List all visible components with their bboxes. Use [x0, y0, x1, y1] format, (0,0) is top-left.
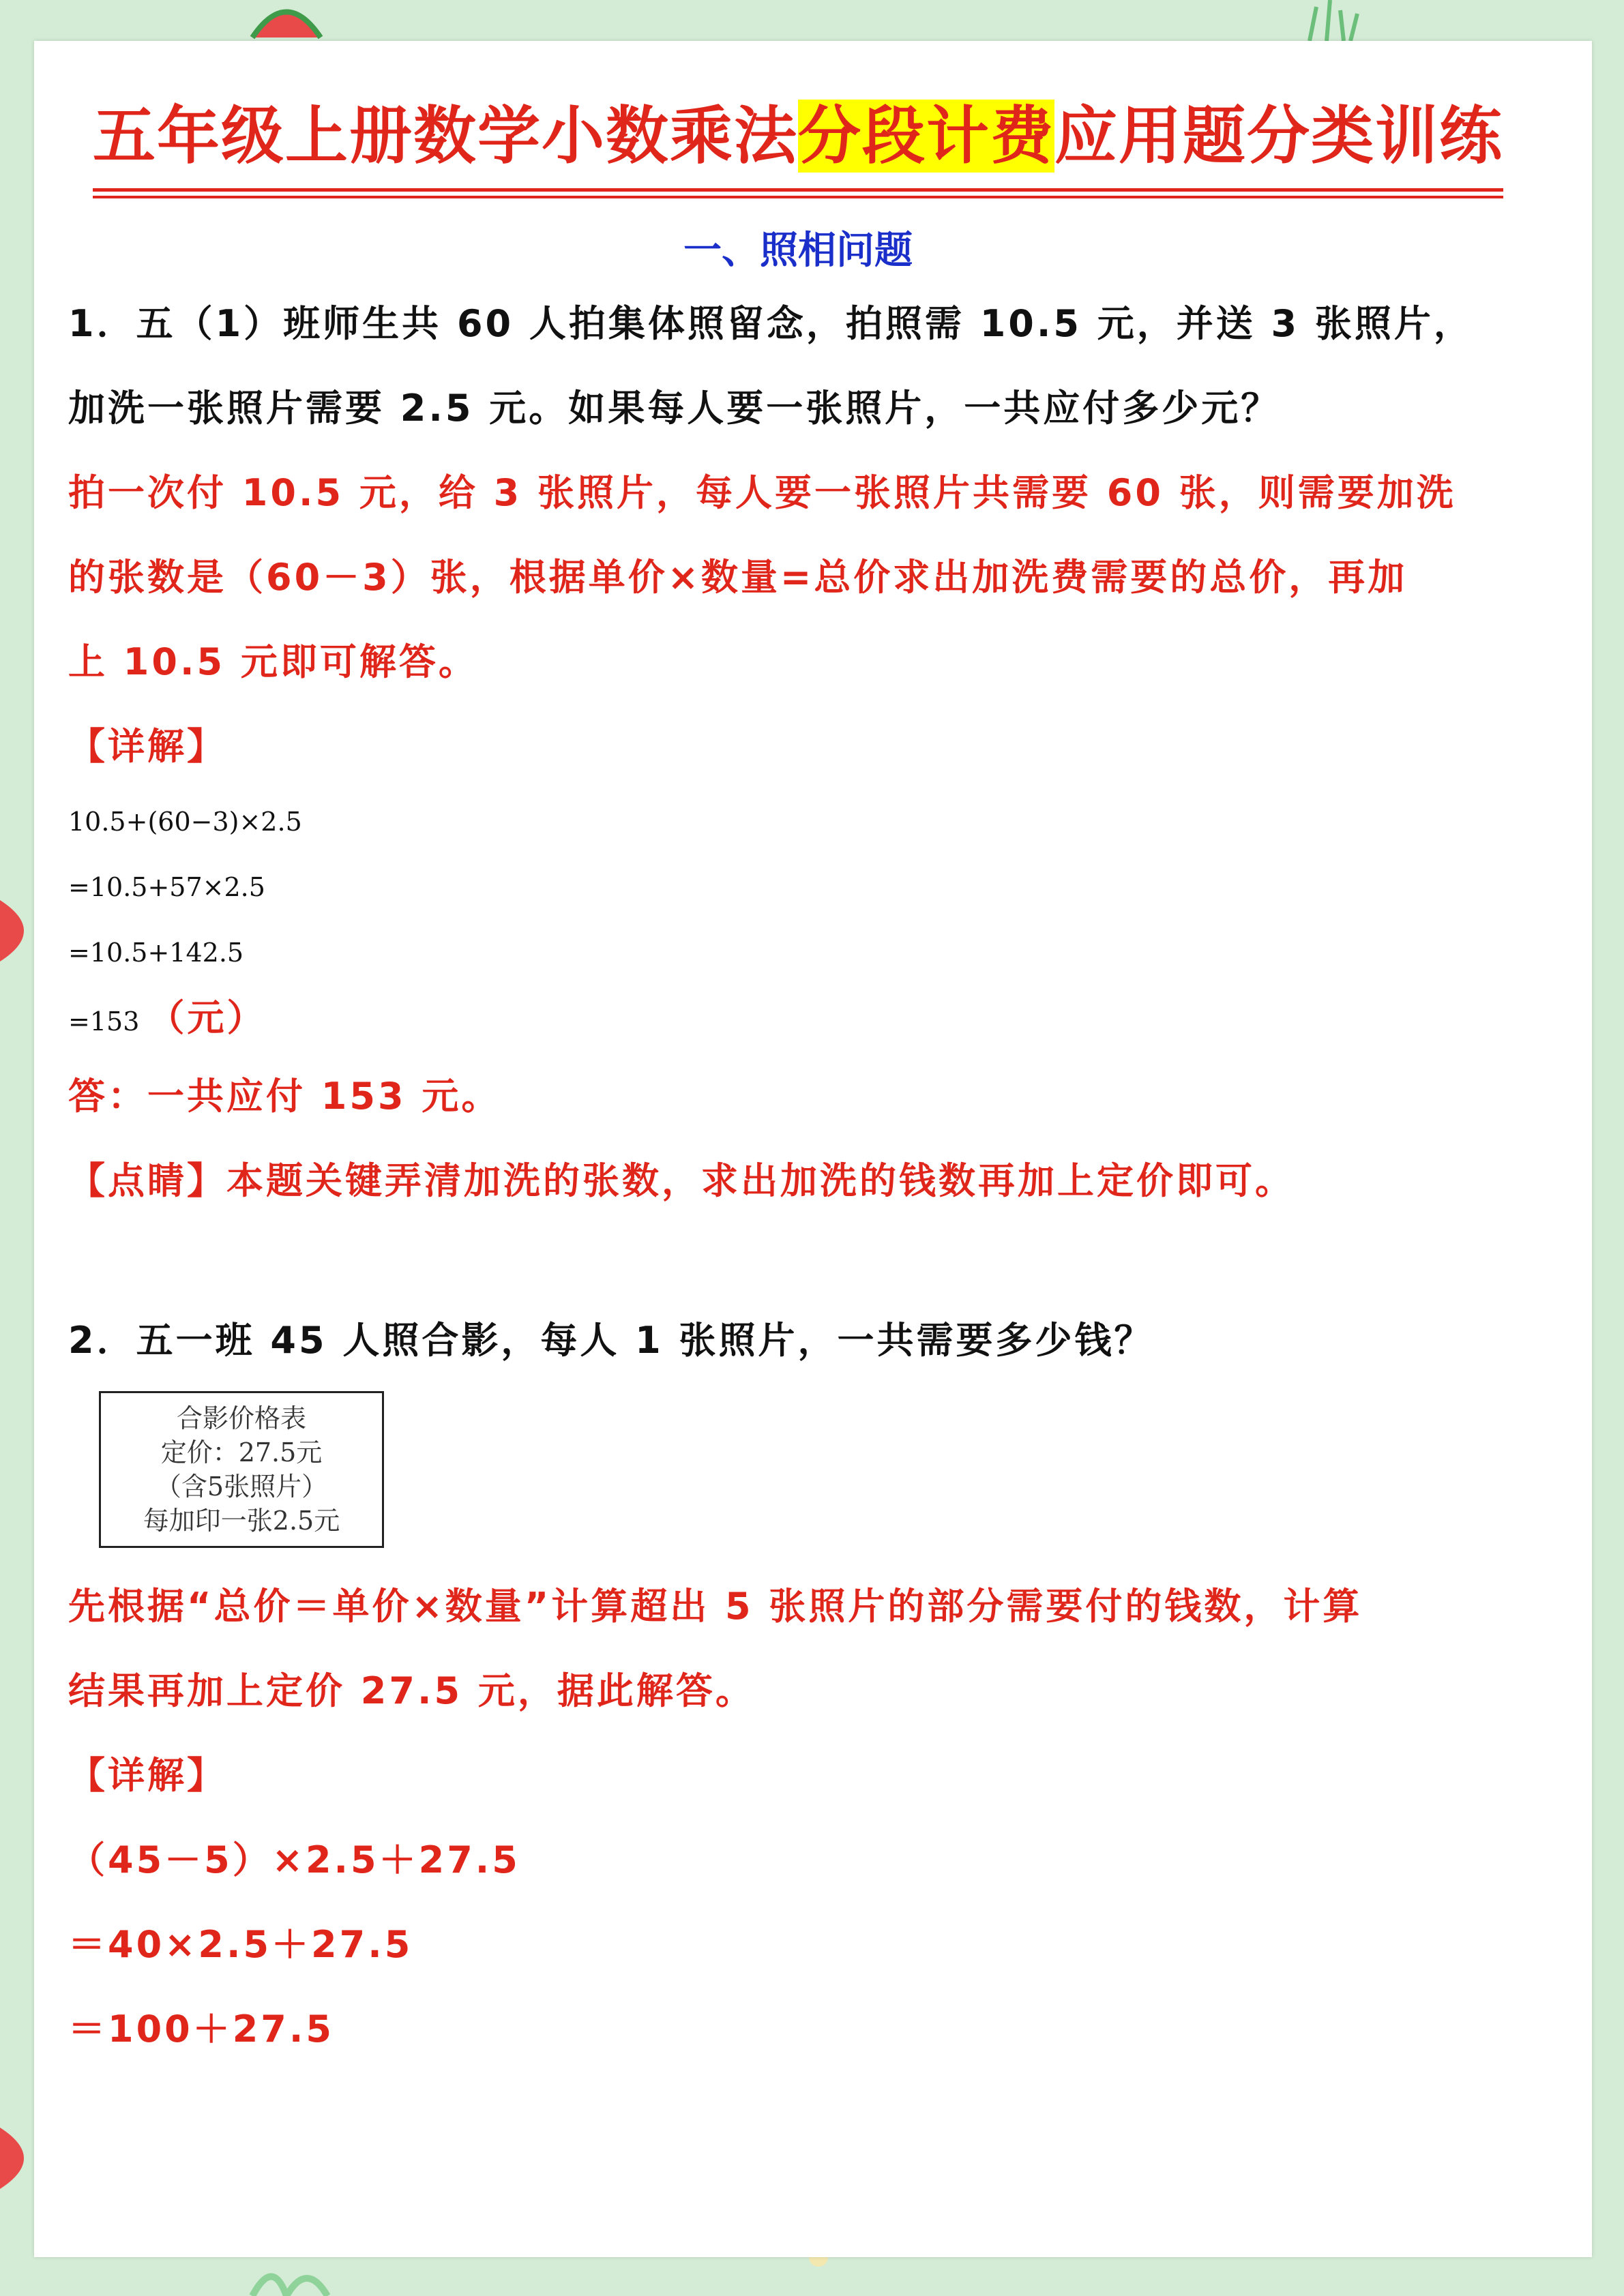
q2-text: 2．五一班 45 人照合影，每人 1 张照片，一共需要多少钱？: [68, 1319, 1154, 1362]
q1-analysis-line3: 上 10.5 元即可解答。: [68, 640, 478, 683]
document-content: [68, 89, 1528, 2072]
price-table-title: 合影价格表: [176, 1403, 306, 1433]
q1-tip: 【点睛】本题关键弄清加洗的张数，求出加洗的钱数再加上定价即可。: [68, 1159, 1295, 1202]
page-title: [68, 89, 1528, 192]
title-part2: 应用题分类训练: [1054, 100, 1504, 173]
price-table: [99, 1391, 384, 1548]
title-underline: [93, 89, 1503, 192]
q1-analysis-line2: 的张数是（60－3）张，根据单价×数量=总价求出加洗费需要的总价，再加: [68, 556, 1408, 599]
q1-analysis-line1: 拍一次付 10.5 元，给 3 张照片，每人要一张照片共需要 60 张，则需要加洗: [68, 471, 1456, 514]
q2-analysis-line2: 结果再加上定价 27.5 元，据此解答。: [68, 1669, 755, 1712]
q2-calc-step3: ＝100＋27.5: [68, 2008, 334, 2051]
q1-text-line1: 1．五（1）班师生共 60 人拍集体照留念，拍照需 10.5 元，并送 3 张照片，: [68, 302, 1473, 345]
q2-detail-label: 【详解】: [68, 1754, 226, 1797]
q1-calc-step2: =10.5+57×2.5: [68, 872, 265, 902]
spacer: [68, 1223, 1528, 1298]
watermelon-slice-icon: [246, 0, 327, 41]
q2-calc-step2: ＝40×2.5＋27.5: [68, 1923, 413, 1966]
grass-icon: [1296, 0, 1364, 41]
price-table-extra: 每加印一张2.5元: [143, 1506, 340, 1536]
q1-calc-step4-unit: （元）: [147, 996, 267, 1039]
section-heading: 一、照相问题: [683, 228, 913, 273]
q1-detail-label: 【详解】: [68, 725, 226, 768]
q1-calc-step3: =10.5+142.5: [68, 938, 244, 968]
q1-calc-step1: 10.5+(60−3)×2.5: [68, 807, 302, 837]
q1-answer: 答：一共应付 153 元。: [68, 1075, 501, 1118]
title-part1: 五年级上册数学小数乘法: [92, 100, 798, 173]
q2-calc-step1: （45－5）×2.5＋27.5: [68, 1838, 520, 1881]
q2-analysis-line1: 先根据“总价＝单价×数量”计算超出 5 张照片的部分需要付的钱数，计算: [68, 1585, 1363, 1628]
price-table-base-price: 定价：27.5元: [160, 1437, 323, 1467]
title-highlight: 分段计费: [797, 100, 1054, 173]
q1-text-line2: 加洗一张照片需要 2.5 元。如果每人要一张照片，一共应付多少元？: [68, 387, 1281, 430]
watermelon-slice-icon: [0, 893, 34, 968]
plant-icon: [246, 2257, 355, 2296]
q1-calc-step4: [68, 985, 1528, 1054]
watermelon-slice-icon: [0, 2121, 34, 2196]
price-table-included: （含5张照片）: [155, 1472, 328, 1502]
q1-calc-step4-value: =153: [68, 1007, 140, 1037]
